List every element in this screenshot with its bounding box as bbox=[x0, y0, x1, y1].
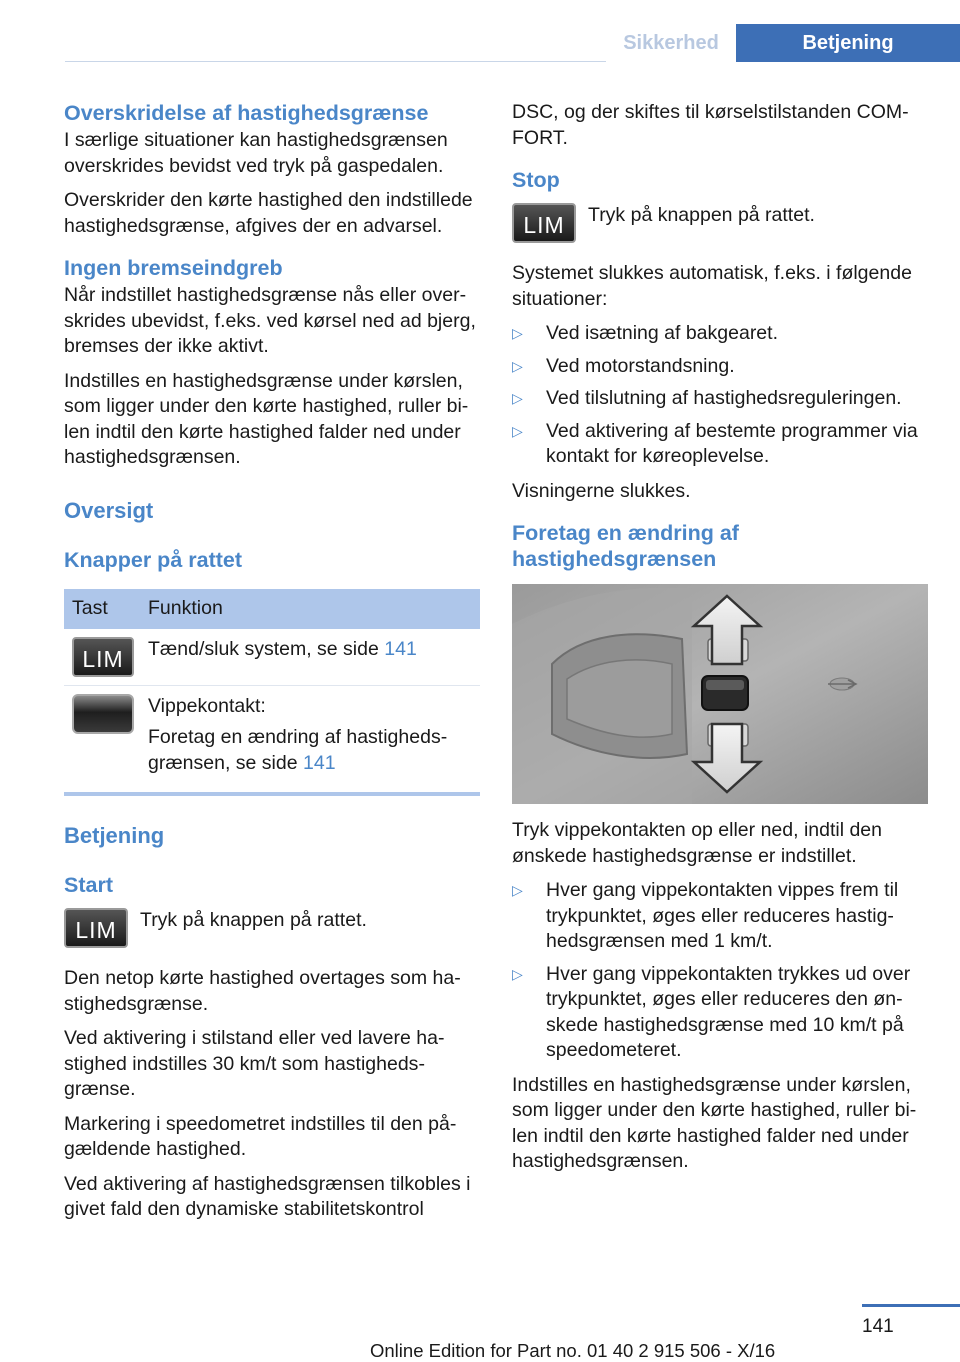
list-item: ▷ Ved aktivering af bestemte programmer via kontakt for køreoplevelse. bbox=[512, 419, 918, 467]
lim-button-icon: LIM bbox=[64, 908, 128, 948]
list-item: ▷ Ved tilslutning af hastighedsreguleringen. bbox=[512, 386, 932, 412]
page-link[interactable]: 141 bbox=[384, 637, 417, 660]
instruction-text: Tryk på knappen på rattet. bbox=[140, 909, 367, 931]
list-item: ▷ Hver gang vippekontakten trykkes ud over trykpunktet, øges eller reduceres den ønskede hastighedsgrænse med 10 km/t på speedometeret. bbox=[512, 962, 911, 1061]
list-item: ▷ Hver gang vippekontakten vippes frem til trykpunktet, øges eller reduceres hastighedsgrænsen med 1 km/t. bbox=[512, 879, 899, 952]
paragraph: Visningerne slukkes. bbox=[512, 479, 691, 502]
buttons-table bbox=[64, 589, 480, 797]
triangle-bullet-icon: ▷ bbox=[512, 357, 523, 374]
instruction-text: Tryk på knappen på rattet. bbox=[588, 204, 815, 226]
triangle-bullet-icon: ▷ bbox=[512, 882, 523, 898]
column-header-funktion: Funktion bbox=[140, 589, 480, 629]
paragraph: Ved aktivering i stilstand eller ved lavere hastighed indstilles 30 km/t som hastighedsgrænse. bbox=[64, 1027, 445, 1100]
table-cell bbox=[64, 629, 140, 686]
triangle-bullet-icon: ▷ bbox=[512, 390, 523, 406]
stop-instruction bbox=[512, 203, 932, 247]
heading-foretag: Foretag en ændring af hastighedsgrænsen bbox=[512, 521, 739, 571]
page-number: 141 bbox=[862, 1316, 894, 1337]
lim-button-icon: LIM bbox=[512, 203, 576, 243]
start-instruction bbox=[64, 908, 482, 952]
table-header-row bbox=[64, 589, 480, 629]
rocker-switch-icon bbox=[72, 694, 134, 734]
triangle-bullet-icon: ▷ bbox=[512, 965, 523, 982]
table-cell bbox=[64, 685, 140, 794]
cell-label: Vippekontakt: bbox=[148, 694, 266, 717]
situations-list bbox=[512, 321, 932, 470]
edition-text: Online Edition for Part no. 01 40 2 915 506 - X/16 bbox=[370, 1340, 776, 1361]
triangle-bullet-icon: ▷ bbox=[512, 422, 523, 439]
heading-stop: Stop bbox=[512, 168, 560, 192]
paragraph: Ved aktivering af hastighedsgrænsen tilkobles i givet fald den dynamiske stabilitetskontrol bbox=[64, 1172, 471, 1220]
steering-wheel-illustration bbox=[512, 584, 928, 804]
paragraph: Indstilles en hastighedsgrænse under kørslen, som ligger under den kørte hastighed, ruller bilen indtil den kørte hastighed falder ned under hastighedsgrænsen. bbox=[64, 369, 469, 468]
paragraph: I særlige situationer kan hastighedsgrænsen overskrides bevidst ved tryk på gaspedalen. bbox=[64, 129, 448, 177]
cell-text: Tænd/sluk system, se side bbox=[148, 637, 385, 660]
right-column bbox=[512, 100, 932, 1184]
paragraph: Overskrider den kørte hastighed den indstillede hastighedsgrænse, afgives der en advarsel. bbox=[64, 189, 473, 237]
paragraph: Når indstillet hastighedsgrænse nås eller overskrides ubevidst, f.eks. ved kørsel ned ad bjerg, bremses der ikke aktivt. bbox=[64, 284, 476, 357]
paragraph: Systemet slukkes automatisk, f.eks. i følgende situationer: bbox=[512, 262, 912, 310]
triangle-bullet-icon: ▷ bbox=[512, 325, 523, 341]
list-item: ▷ Ved motorstandsning. bbox=[512, 354, 932, 380]
footer-rule bbox=[862, 1304, 960, 1307]
rocker-list bbox=[512, 878, 932, 1064]
paragraph: DSC, og der skiftes til kørselstilstanden COMFORT. bbox=[512, 101, 909, 149]
paragraph: Den netop kørte hastighed overtages som hastighedsgrænse. bbox=[64, 967, 461, 1015]
heading-start: Start bbox=[64, 873, 113, 897]
tab-sikkerhed[interactable]: Sikkerhed bbox=[606, 24, 736, 62]
paragraph: Indstilles en hastighedsgrænse under kørslen, som ligger under den kørte hastighed, ruller bilen indtil den kørte hastighed falder ned under hastighedsgrænsen. bbox=[512, 1073, 917, 1172]
page-link[interactable]: 141 bbox=[303, 751, 336, 774]
left-column bbox=[64, 100, 482, 1232]
paragraph: Tryk vippekontakten op eller ned, indtil den ønskede hastighedsgrænse er indstillet. bbox=[512, 819, 882, 867]
paragraph: Markering i speedometret indstilles til den pågældende hastighed. bbox=[64, 1112, 457, 1160]
table-row bbox=[64, 629, 480, 686]
table-cell bbox=[140, 685, 480, 794]
heading-ingen-bremseindgreb: Ingen bremseindgreb bbox=[64, 256, 283, 280]
cell-text: Foretag en ændring af hastighedsgrænsen, se side bbox=[148, 726, 448, 774]
list-item: ▷ Ved isætning af bakgearet. bbox=[512, 321, 932, 347]
heading-knapper: Knapper på rattet bbox=[64, 547, 243, 572]
heading-oversigt: Oversigt bbox=[64, 497, 154, 523]
table-cell bbox=[140, 629, 480, 686]
heading-betjening: Betjening bbox=[64, 823, 165, 848]
column-header-tast: Tast bbox=[64, 589, 140, 629]
tab-betjening[interactable]: Betjening bbox=[736, 24, 960, 62]
table-row bbox=[64, 685, 480, 794]
heading-overskridelse: Overskridelse af hastighedsgrænse bbox=[64, 101, 429, 125]
lim-button-icon: LIM bbox=[72, 637, 134, 677]
